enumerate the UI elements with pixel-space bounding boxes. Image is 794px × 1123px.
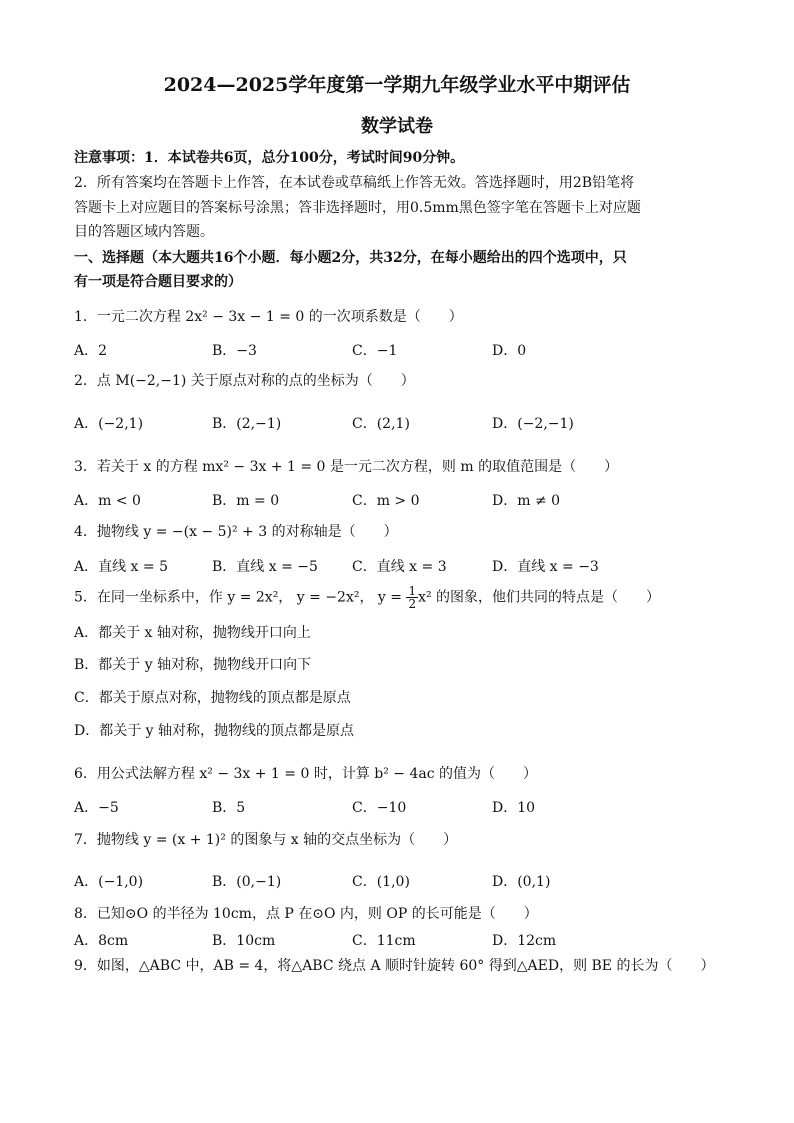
notes-line-4: 目的答题区域内答题。 [74, 224, 214, 240]
question-9: 9．如图，△ABC 中，AB = 4，将△ABC 绕点 A 顺时针旋转 60° 得到△AED，则 BE 的长为（ ） [74, 958, 715, 974]
question-3: 3．若关于 x 的方程 mx² − 3x + 1 = 0 是一元二次方程，则 m 的取值范围是（ ） [74, 459, 619, 475]
q5-option-b: B．都关于 y 轴对称，抛物线开口向下 [74, 657, 312, 673]
exam-subtitle: 数学试卷 [361, 116, 433, 137]
q8-option-d: D．12cm [492, 933, 557, 949]
q5-option-d: D．都关于 y 轴对称，抛物线的顶点都是原点 [74, 723, 355, 739]
notes-line-2: 2．所有答案均在答题卡上作答，在本试卷或草稿纸上作答无效。答选择题时，用2B铅笔将 [74, 175, 635, 191]
q1-option-a: A．2 [74, 343, 108, 359]
q6-option-b: B．5 [212, 800, 246, 816]
q4-option-b: B．直线 x = −5 [212, 559, 318, 575]
q5-text-start: 5．在同一坐标系中，作 y = 2x²， y = −2x²， y = [74, 589, 407, 606]
q5-option-a: A．都关于 x 轴对称，抛物线开口向上 [74, 625, 311, 641]
q3-option-a: A．m < 0 [74, 493, 141, 509]
question-8: 8．已知⊙O 的半径为 10cm，点 P 在⊙O 内，则 OP 的长可能是（ ） [74, 906, 538, 922]
q2-option-b: B．(2,−1) [212, 416, 282, 432]
exam-title: 2024—2025学年度第一学期九年级学业水平中期评估 [163, 74, 631, 96]
q4-option-a: A．直线 x = 5 [74, 559, 168, 575]
question-5 [74, 585, 724, 610]
q5-option-c: C．都关于原点对称，抛物线的顶点都是原点 [74, 690, 351, 706]
q1-option-d: D．0 [492, 343, 527, 359]
q3-option-c: C．m > 0 [352, 493, 420, 509]
q8-option-b: B．10cm [212, 933, 276, 949]
question-7: 7．抛物线 y = (x + 1)² 的图象与 x 轴的交点坐标为（ ） [74, 832, 458, 848]
q4-option-c: C．直线 x = 3 [352, 559, 447, 575]
q6-option-d: D．10 [492, 800, 536, 816]
q2-option-d: D．(−2,−1) [492, 416, 574, 432]
q8-option-a: A．8cm [74, 933, 129, 949]
notes-line-3: 答题卡上对应题目的答案标号涂黑；答非选择题时，用0.5mm黑色签字笔在答题卡上对应题 [74, 200, 641, 216]
q3-option-b: B．m = 0 [212, 493, 280, 509]
q6-option-c: C．−10 [352, 800, 407, 816]
q1-option-b: B．−3 [212, 343, 257, 359]
q7-option-c: C．(1,0) [352, 874, 410, 890]
q7-option-d: D．(0,1) [492, 874, 551, 890]
section-heading-line-2: 有一项是符合题目要求的） [74, 274, 242, 290]
q3-option-d: D．m ≠ 0 [492, 493, 561, 509]
q6-option-a: A．−5 [74, 800, 119, 816]
q2-option-a: A．(−2,1) [74, 416, 144, 432]
q5-fraction [406, 585, 418, 610]
question-6: 6．用公式法解方程 x² − 3x + 1 = 0 时，计算 b² − 4ac 的值为（ ） [74, 766, 538, 782]
q4-option-d: D．直线 x = −3 [492, 559, 599, 575]
q8-option-c: C．11cm [352, 933, 416, 949]
q5-text-end: x² 的图象，他们共同的特点是（ ） [418, 589, 661, 606]
q7-option-b: B．(0,−1) [212, 874, 282, 890]
q5-fraction-denominator: 2 [408, 597, 417, 611]
question-4: 4．抛物线 y = −(x − 5)² + 3 的对称轴是（ ） [74, 524, 398, 540]
q5-fraction-numerator: 1 [408, 584, 417, 598]
q7-option-a: A．(−1,0) [74, 874, 144, 890]
question-2: 2．点 M(−2,−1) 关于原点对称的点的坐标为（ ） [74, 373, 415, 389]
question-1: 1．一元二次方程 2x² − 3x − 1 = 0 的一次项系数是（ ） [74, 309, 463, 325]
section-heading-line-1: 一、选择题（本大题共16个小题．每小题2分，共32分，在每小题给出的四个选项中，只 [74, 250, 627, 266]
q2-option-c: C．(2,1) [352, 416, 410, 432]
notes-line-1: 注意事项：1．本试卷共6页，总分100分，考试时间90分钟。 [74, 150, 465, 166]
q1-option-c: C．−1 [352, 343, 398, 359]
